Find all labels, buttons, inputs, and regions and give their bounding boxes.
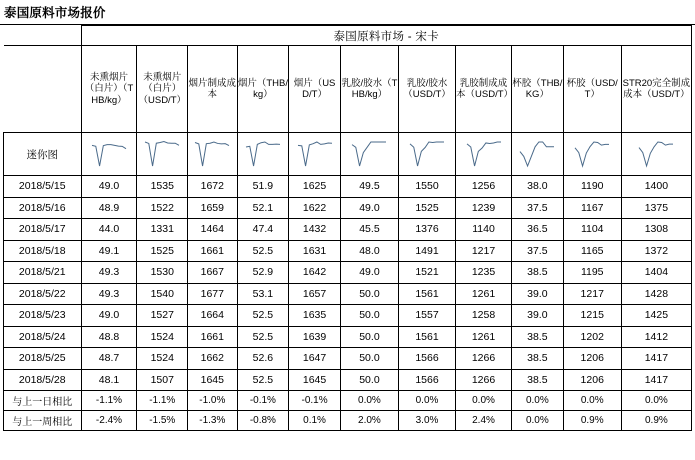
cell-c9: 39.0	[512, 305, 564, 327]
cell-c10: 1206	[563, 369, 621, 391]
column-header-c10: 杯胶（USD/T）	[563, 46, 621, 133]
table-group-header-row	[4, 26, 692, 46]
row-date: 2018/5/22	[4, 283, 82, 305]
comparison-cell-c11: 0.0%	[621, 391, 691, 411]
cell-c4: 47.4	[237, 219, 289, 241]
cell-c9: 38.5	[512, 326, 564, 348]
cell-c9: 36.5	[512, 219, 564, 241]
comparison-cell-c3: -1.0%	[188, 391, 238, 411]
row-date: 2018/5/28	[4, 369, 82, 391]
comparison-body	[4, 391, 692, 431]
column-header-c5: 烟片（USD/T）	[289, 46, 341, 133]
table-row	[4, 197, 692, 219]
cell-c11: 1308	[621, 219, 691, 241]
cell-c5: 1432	[289, 219, 341, 241]
cell-c3: 1645	[188, 369, 238, 391]
table-row	[4, 305, 692, 327]
cell-c1: 44.0	[81, 219, 137, 241]
table-body	[4, 176, 692, 391]
cell-c11: 1372	[621, 240, 691, 262]
cell-c10: 1190	[563, 176, 621, 198]
cell-c6: 49.0	[340, 197, 398, 219]
cell-c3: 1659	[188, 197, 238, 219]
column-header-c1: 未熏烟片（白片）（THB/kg）	[81, 46, 137, 133]
cell-c2: 1527	[137, 305, 188, 327]
cell-c6: 45.5	[340, 219, 398, 241]
price-table	[3, 25, 692, 431]
cell-c6: 50.0	[340, 369, 398, 391]
comparison-cell-c10: 0.9%	[563, 411, 621, 431]
cell-c8: 1266	[456, 369, 512, 391]
cell-c6: 50.0	[340, 348, 398, 370]
sparkline-c5	[289, 133, 341, 176]
comparison-cell-c2: -1.5%	[137, 411, 188, 431]
cell-c7: 1521	[399, 262, 456, 284]
cell-c1: 48.7	[81, 348, 137, 370]
cell-c10: 1206	[563, 348, 621, 370]
cell-c11: 1425	[621, 305, 691, 327]
cell-c6: 50.0	[340, 326, 398, 348]
cell-c6: 49.5	[340, 176, 398, 198]
cell-c5: 1635	[289, 305, 341, 327]
cell-c4: 52.9	[237, 262, 289, 284]
cell-c1: 49.3	[81, 262, 137, 284]
cell-c7: 1561	[399, 283, 456, 305]
comparison-label: 与上一周相比	[4, 411, 82, 431]
cell-c2: 1530	[137, 262, 188, 284]
column-header-c7: 乳胶/胶水（USD/T）	[399, 46, 456, 133]
cell-c1: 49.0	[81, 305, 137, 327]
column-header-c6: 乳胶/胶水（THB/kg）	[340, 46, 398, 133]
cell-c6: 50.0	[340, 305, 398, 327]
row-date: 2018/5/25	[4, 348, 82, 370]
row-date: 2018/5/17	[4, 219, 82, 241]
row-date: 2018/5/23	[4, 305, 82, 327]
cell-c10: 1202	[563, 326, 621, 348]
comparison-cell-c7: 3.0%	[399, 411, 456, 431]
cell-c9: 38.5	[512, 369, 564, 391]
cell-c11: 1417	[621, 348, 691, 370]
cell-c9: 38.5	[512, 262, 564, 284]
cell-c2: 1331	[137, 219, 188, 241]
cell-c8: 1239	[456, 197, 512, 219]
cell-c11: 1428	[621, 283, 691, 305]
table-row	[4, 326, 692, 348]
cell-c8: 1258	[456, 305, 512, 327]
comparison-cell-c1: -2.4%	[81, 411, 137, 431]
table-row	[4, 219, 692, 241]
cell-c1: 48.9	[81, 197, 137, 219]
comparison-cell-c6: 0.0%	[340, 391, 398, 411]
cell-c5: 1645	[289, 369, 341, 391]
row-date: 2018/5/16	[4, 197, 82, 219]
comparison-cell-c10: 0.0%	[563, 391, 621, 411]
column-header-c8: 乳胶制成成本（USD/T）	[456, 46, 512, 133]
cell-c1: 49.1	[81, 240, 137, 262]
comparison-cell-c4: -0.8%	[237, 411, 289, 431]
cell-c3: 1664	[188, 305, 238, 327]
cell-c9: 39.0	[512, 283, 564, 305]
cell-c2: 1507	[137, 369, 188, 391]
table-row	[4, 283, 692, 305]
cell-c3: 1661	[188, 240, 238, 262]
sparkline-c9	[512, 133, 564, 176]
comparison-cell-c4: -0.1%	[237, 391, 289, 411]
cell-c5: 1625	[289, 176, 341, 198]
comparison-label: 与上一日相比	[4, 391, 82, 411]
sparkline-c2	[137, 133, 188, 176]
cell-c7: 1491	[399, 240, 456, 262]
cell-c4: 52.5	[237, 305, 289, 327]
column-header-c11: STR20完全制成成本（USD/T）	[621, 46, 691, 133]
cell-c4: 52.6	[237, 348, 289, 370]
cell-c8: 1256	[456, 176, 512, 198]
cell-c3: 1464	[188, 219, 238, 241]
cell-c6: 49.0	[340, 262, 398, 284]
cell-c3: 1677	[188, 283, 238, 305]
table-row	[4, 240, 692, 262]
cell-c10: 1195	[563, 262, 621, 284]
cell-c10: 1104	[563, 219, 621, 241]
cell-c3: 1661	[188, 326, 238, 348]
cell-c6: 48.0	[340, 240, 398, 262]
group-header: 泰国原料市场 - 宋卡	[81, 26, 692, 46]
cell-c3: 1672	[188, 176, 238, 198]
comparison-cell-c9: 0.0%	[512, 391, 564, 411]
cell-c11: 1404	[621, 262, 691, 284]
cell-c10: 1165	[563, 240, 621, 262]
table-row	[4, 348, 692, 370]
row-date: 2018/5/24	[4, 326, 82, 348]
row-date: 2018/5/21	[4, 262, 82, 284]
cell-c4: 53.1	[237, 283, 289, 305]
cell-c7: 1566	[399, 369, 456, 391]
cell-c8: 1140	[456, 219, 512, 241]
table-column-header-row	[4, 46, 692, 133]
table-row	[4, 369, 692, 391]
comparison-cell-c3: -1.3%	[188, 411, 238, 431]
cell-c7: 1550	[399, 176, 456, 198]
row-date: 2018/5/15	[4, 176, 82, 198]
comparison-cell-c8: 0.0%	[456, 391, 512, 411]
column-header-c4: 烟片（THB/kg）	[237, 46, 289, 133]
cell-c5: 1642	[289, 262, 341, 284]
cell-c4: 52.5	[237, 240, 289, 262]
comparison-cell-c1: -1.1%	[81, 391, 137, 411]
cell-c3: 1667	[188, 262, 238, 284]
cell-c2: 1524	[137, 326, 188, 348]
comparison-row	[4, 391, 692, 411]
sparkline-c1	[81, 133, 137, 176]
cell-c2: 1540	[137, 283, 188, 305]
column-header-c9: 杯胶（THB/KG）	[512, 46, 564, 133]
comparison-cell-c2: -1.1%	[137, 391, 188, 411]
cell-c11: 1375	[621, 197, 691, 219]
cell-c4: 52.5	[237, 326, 289, 348]
cell-c7: 1566	[399, 348, 456, 370]
cell-c5: 1631	[289, 240, 341, 262]
cell-c8: 1217	[456, 240, 512, 262]
sparkline-row-label: 迷你图	[4, 133, 82, 176]
comparison-cell-c11: 0.9%	[621, 411, 691, 431]
cell-c1: 49.3	[81, 283, 137, 305]
sparkline-c8	[456, 133, 512, 176]
cell-c6: 50.0	[340, 283, 398, 305]
cell-c7: 1376	[399, 219, 456, 241]
cell-c2: 1535	[137, 176, 188, 198]
table-row	[4, 262, 692, 284]
page-title: 泰国原料市场报价	[4, 6, 106, 20]
cell-c4: 52.5	[237, 369, 289, 391]
corner-blank-cell	[4, 26, 82, 46]
cell-c7: 1561	[399, 326, 456, 348]
cell-c11: 1412	[621, 326, 691, 348]
cell-c8: 1261	[456, 326, 512, 348]
cell-c8: 1235	[456, 262, 512, 284]
cell-c1: 48.1	[81, 369, 137, 391]
cell-c11: 1400	[621, 176, 691, 198]
cell-c2: 1522	[137, 197, 188, 219]
cell-c3: 1662	[188, 348, 238, 370]
comparison-cell-c6: 2.0%	[340, 411, 398, 431]
cell-c9: 38.5	[512, 348, 564, 370]
cell-c1: 48.8	[81, 326, 137, 348]
sparkline-c4	[237, 133, 289, 176]
cell-c10: 1217	[563, 283, 621, 305]
sparkline-c7	[399, 133, 456, 176]
cell-c1: 49.0	[81, 176, 137, 198]
sparkline-c10	[563, 133, 621, 176]
cell-c2: 1524	[137, 348, 188, 370]
cell-c5: 1657	[289, 283, 341, 305]
table-row	[4, 176, 692, 198]
corner-blank-cell-2	[4, 46, 82, 133]
cell-c5: 1639	[289, 326, 341, 348]
cell-c11: 1417	[621, 369, 691, 391]
cell-c7: 1557	[399, 305, 456, 327]
cell-c2: 1525	[137, 240, 188, 262]
comparison-cell-c9: 0.0%	[512, 411, 564, 431]
column-header-c2: 未熏烟片（白片）（USD/T）	[137, 46, 188, 133]
cell-c10: 1167	[563, 197, 621, 219]
sparkline-c3	[188, 133, 238, 176]
comparison-cell-c5: -0.1%	[289, 391, 341, 411]
comparison-row	[4, 411, 692, 431]
cell-c8: 1266	[456, 348, 512, 370]
cell-c8: 1261	[456, 283, 512, 305]
cell-c4: 51.9	[237, 176, 289, 198]
comparison-cell-c5: 0.1%	[289, 411, 341, 431]
sparkline-c6	[340, 133, 398, 176]
cell-c5: 1647	[289, 348, 341, 370]
cell-c4: 52.1	[237, 197, 289, 219]
cell-c10: 1215	[563, 305, 621, 327]
sparkline-row	[4, 133, 692, 176]
comparison-cell-c7: 0.0%	[399, 391, 456, 411]
comparison-cell-c8: 2.4%	[456, 411, 512, 431]
cell-c9: 37.5	[512, 197, 564, 219]
row-date: 2018/5/18	[4, 240, 82, 262]
column-header-c3: 烟片制成成本	[188, 46, 238, 133]
cell-c5: 1622	[289, 197, 341, 219]
cell-c7: 1525	[399, 197, 456, 219]
cell-c9: 38.0	[512, 176, 564, 198]
cell-c9: 37.5	[512, 240, 564, 262]
sparkline-c11	[621, 133, 691, 176]
